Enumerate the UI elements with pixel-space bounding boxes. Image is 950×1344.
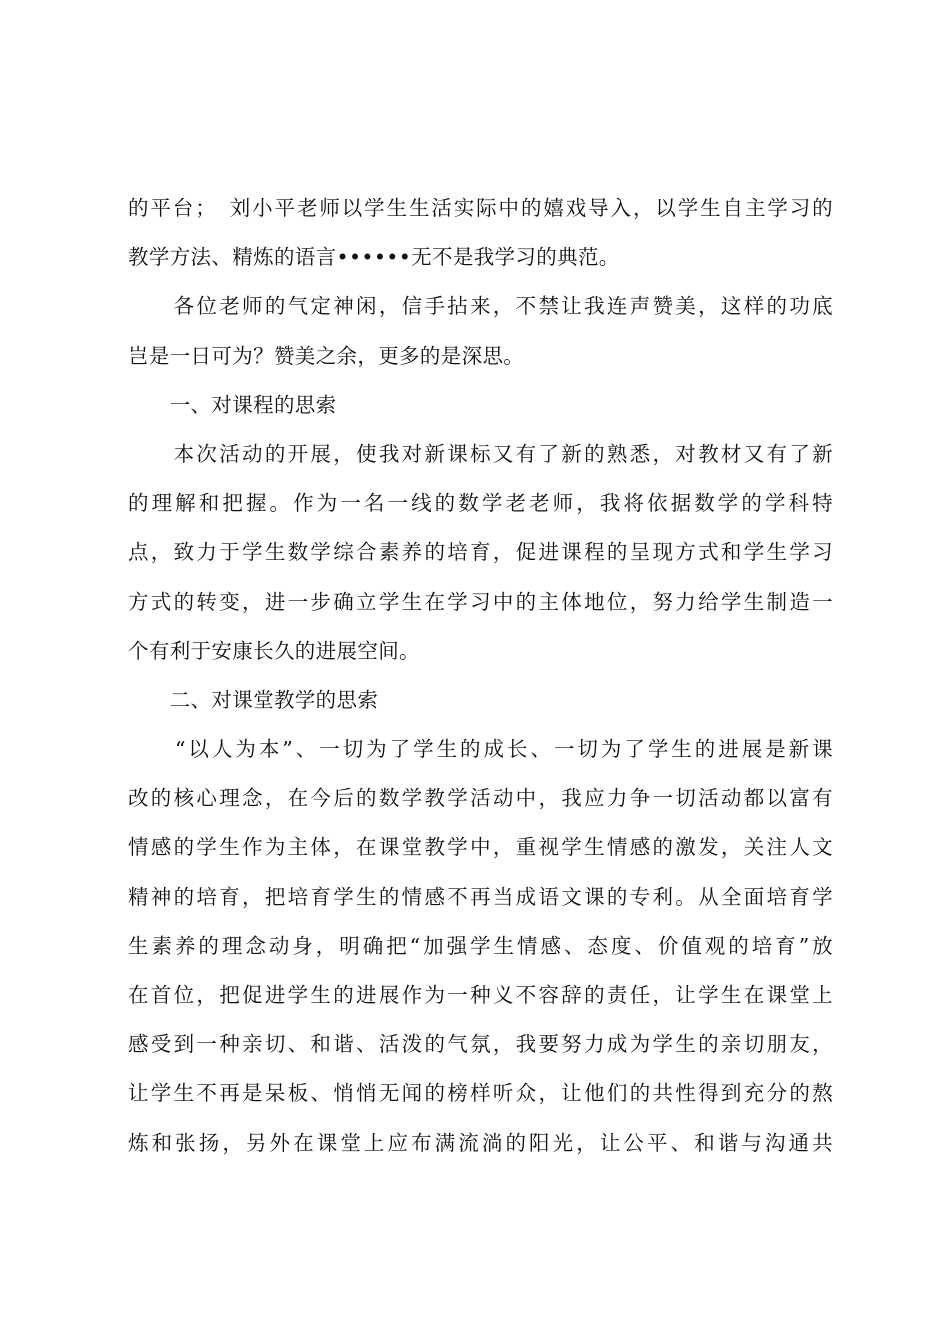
- text-line: 岂是一日可为？赞美之余，更多的是深思。: [128, 343, 525, 368]
- text-line: 改的核心理念，在今后的数学教学活动中，我应力争一切活动都以富有: [128, 786, 833, 811]
- text-line: 点，致力于学生数学综合素养的培育，促进课程的呈现方式和学生学习: [128, 540, 833, 565]
- section-heading-classroom: 二、对课堂教学的思索: [128, 687, 379, 712]
- text-line: 方式的转变，进一步确立学生在学习中的主体地位，努力给学生制造一: [128, 589, 833, 614]
- text-line: 让学生不再是呆板、悄悄无闻的榜样听众，让他们的共性得到充分的熬: [128, 1081, 833, 1106]
- text-line: 本次活动的开展，使我对新课标又有了新的熟悉，对教材又有了新: [128, 441, 833, 466]
- body-text: [128, 184, 833, 1168]
- text-line: 情感的学生作为主体，在课堂教学中，重视学生情感的激发，关注人文: [128, 835, 833, 860]
- text-line: 炼和张扬，另外在课堂上应布满流淌的阳光，让公平、和谐与沟通共: [128, 1130, 833, 1155]
- text-line: 精神的培育，把培育学生的情感不再当成语文课的专利。从全面培育学: [128, 884, 833, 909]
- text-line: 在首位，把促进学生的进展作为一种义不容辞的责任，让学生在课堂上: [128, 983, 833, 1007]
- text-line: 生素养的理念动身，明确把“加强学生情感、态度、价值观的培育”放: [128, 933, 833, 958]
- text-line: 各位老师的气定神闲，信手拈来，不禁让我连声赞美，这样的功底: [128, 294, 833, 319]
- text-line: 个有利于安康长久的进展空间。: [128, 638, 420, 663]
- section-heading-course: 一、对课程的思索: [128, 392, 337, 417]
- text-line: “以人为本”、一切为了学生的成长、一切为了学生的进展是新课: [128, 737, 833, 762]
- text-line: 的理解和把握。作为一名一线的数学老老师，我将依据数学的学科特: [128, 491, 833, 516]
- text-line: 教学方法、精炼的语言••••••无不是我学习的典范。: [128, 245, 620, 270]
- text-line: 感受到一种亲切、和谐、活泼的气氛，我要努力成为学生的亲切朋友，: [128, 1032, 833, 1057]
- text-line: 的平台； 刘小平老师以学生生活实际中的嬉戏导入，以学生自主学习的: [128, 196, 833, 220]
